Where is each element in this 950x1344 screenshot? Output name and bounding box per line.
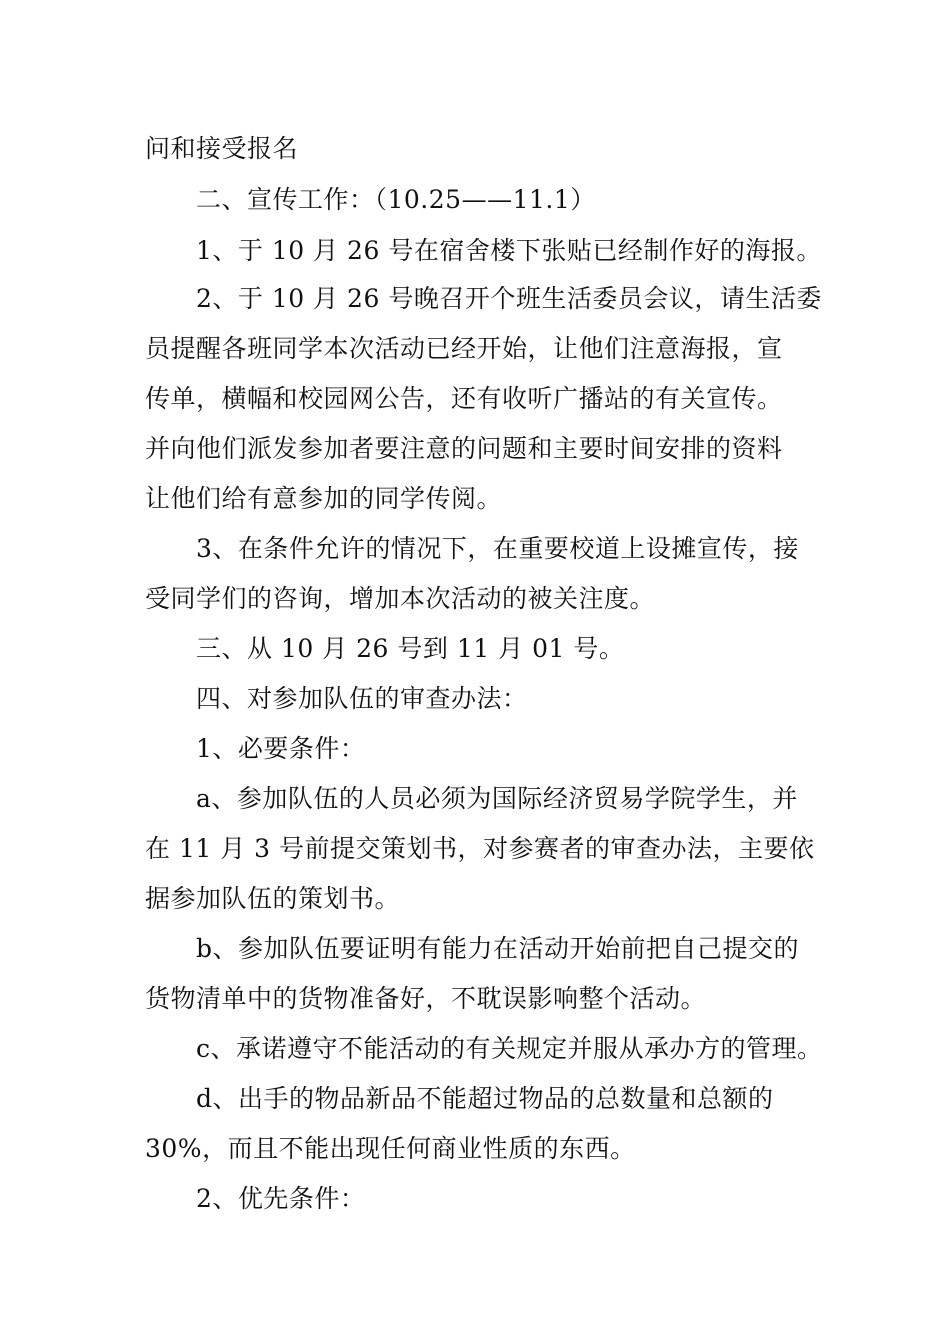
text-line: 传单，横幅和校园网公告，还有收听广播站的有关宣传。 [145,384,783,413]
text-line: 2、优先条件： [196,1184,366,1213]
text-line: 并向他们派发参加者要注意的问题和主要时间安排的资料 [145,434,783,463]
text-line: 在 11 月 3 号前提交策划书，对参赛者的审查办法，主要依 [145,834,815,863]
text-line: d、出手的物品新品不能超过物品的总数量和总额的 [196,1084,774,1113]
text-line: 问和接受报名 [145,134,299,163]
text-line: 1、于 10 月 26 号在宿舍楼下张贴已经制作好的海报。 [196,236,822,265]
text-line: 据参加队伍的策划书。 [145,884,401,913]
text-line: 3、在条件允许的情况下，在重要校道上设摊宣传，接 [196,534,799,563]
text-line: 2、于 10 月 26 号晚召开个班生活委员会议，请生活委 [196,284,822,313]
section-heading: 三、从 10 月 26 号到 11 月 01 号。 [196,634,625,663]
section-heading: 四、对参加队伍的审查办法： [196,684,528,713]
text-line: 1、必要条件： [196,734,366,763]
text-line: c、承诺遵守不能活动的有关规定并服从承办方的管理。 [196,1034,823,1063]
text-line: b、参加队伍要证明有能力在活动开始前把自己提交的 [196,934,800,963]
text-line: 货物清单中的货物准备好，不耽误影响整个活动。 [145,984,707,1013]
text-line: a、参加队伍的人员必须为国际经济贸易学院学生，并 [196,784,798,813]
text-line: 受同学们的咨询，增加本次活动的被关注度。 [145,584,656,613]
section-heading: 二、宣传工作：（10.25——11.1） [196,185,596,214]
text-line: 30%，而且不能出现任何商业性质的东西。 [145,1134,636,1163]
text-line: 员提醒各班同学本次活动已经开始，让他们注意海报，宣 [145,334,783,363]
text-line: 让他们给有意参加的同学传阅。 [145,484,503,513]
